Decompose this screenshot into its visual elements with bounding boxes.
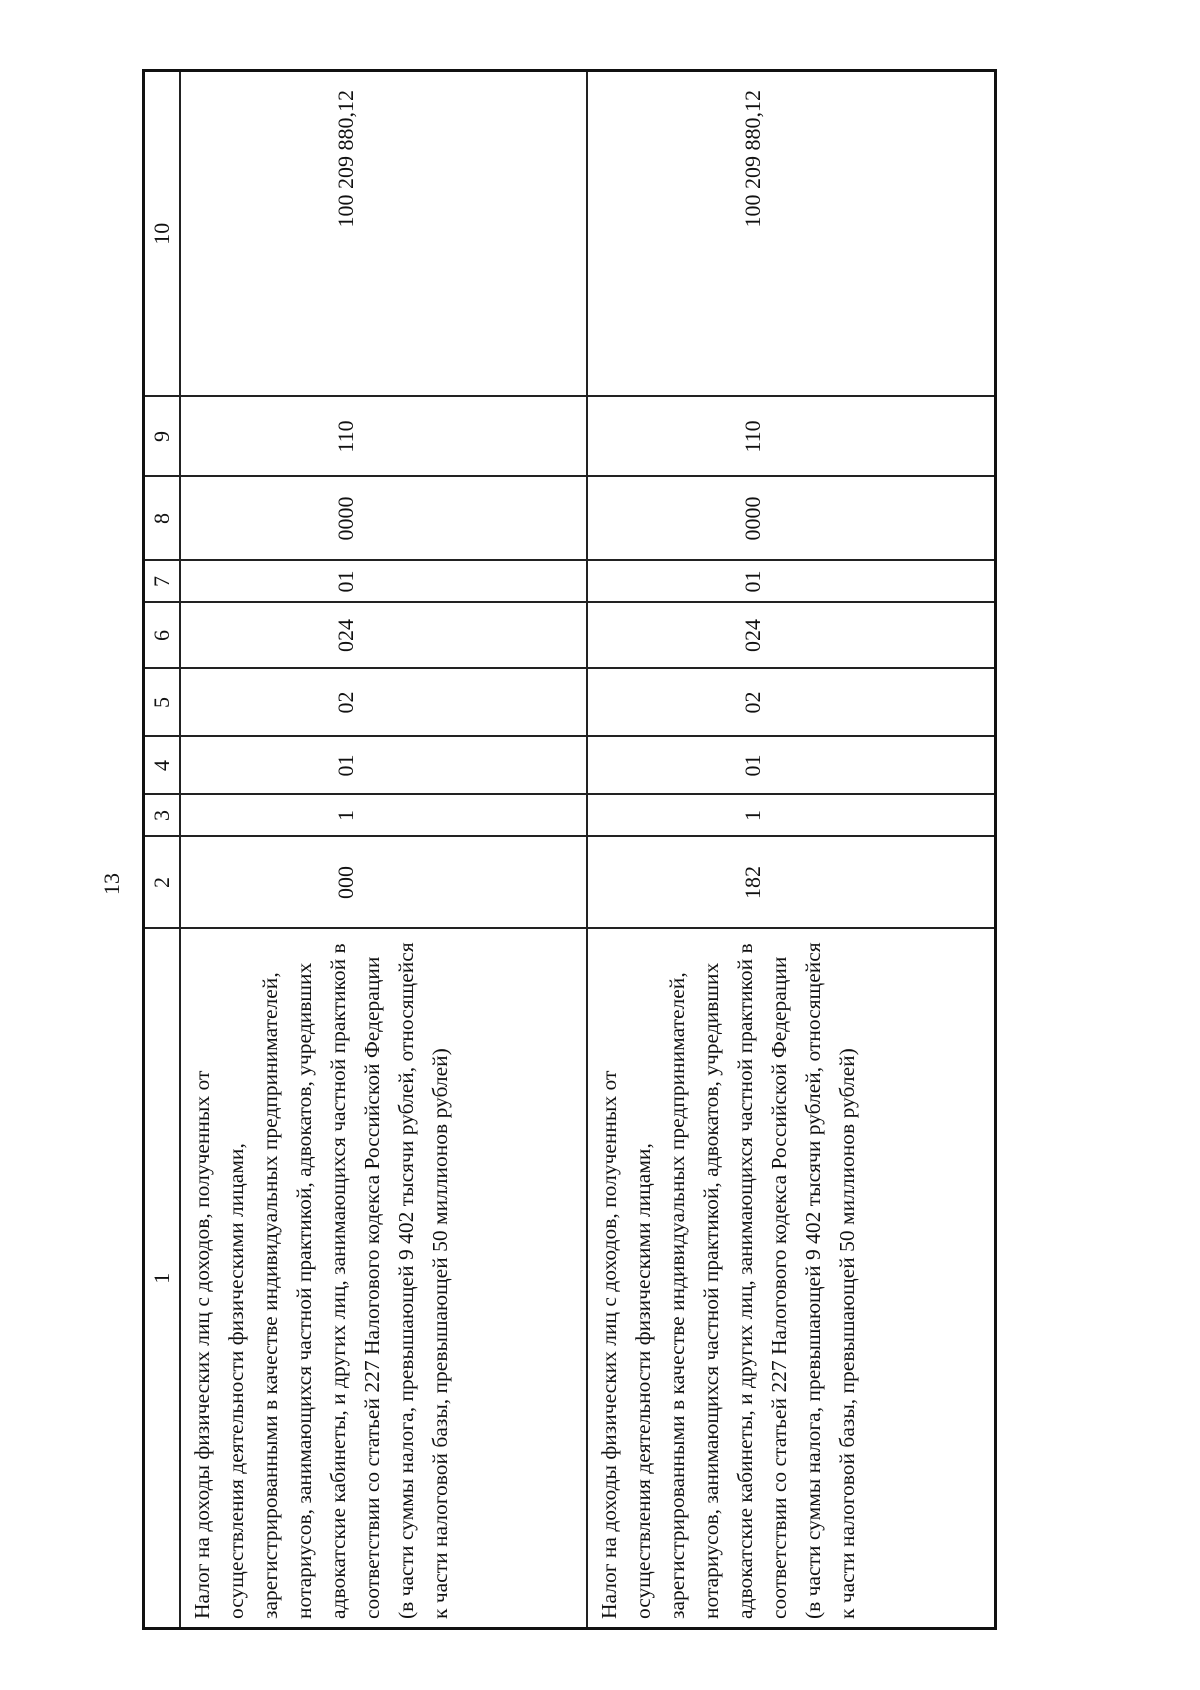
subgroup-code-cell: 01 xyxy=(180,737,587,795)
header-col-7: 7 xyxy=(144,561,181,603)
table-row xyxy=(587,71,995,1629)
header-col-8: 8 xyxy=(144,477,181,561)
table-row xyxy=(180,71,587,1629)
header-col-5: 5 xyxy=(144,669,181,737)
budget-classification-table xyxy=(142,69,997,1630)
subarticle-code-cell: 024 xyxy=(587,603,995,669)
row-description: Налог на доходы физических лиц с доходов, полученных от осуществления деятельности физическими лицами, зарегистрированными в качестве индивидуальных предпринимателей, нотариусов, занимающихся частной практикой, адвокатов, учредивших адвокатские кабинеты, и других лиц, занимающихся частной практикой в соответствии со статьей 227 Налогового кодекса Российской Федерации (в части суммы налога, превышающей 9 402 тысячи рублей, относящейся к части налоговой базы, превышающей 50 миллионов рублей) xyxy=(587,929,995,1629)
amount-cell: 100 209 880,12 xyxy=(587,71,995,397)
program-code-cell: 0000 xyxy=(180,477,587,561)
group-code-cell: 1 xyxy=(180,795,587,837)
element-code-cell: 01 xyxy=(587,561,995,603)
header-col-9: 9 xyxy=(144,397,181,477)
economic-code-cell: 110 xyxy=(587,397,995,477)
subarticle-code-cell: 024 xyxy=(180,603,587,669)
group-code-cell: 1 xyxy=(587,795,995,837)
element-code-cell: 01 xyxy=(180,561,587,603)
table-container xyxy=(142,72,997,1630)
rotated-table-frame xyxy=(142,72,997,1630)
header-col-1: 1 xyxy=(144,929,181,1629)
amount-cell: 100 209 880,12 xyxy=(180,71,587,397)
admin-code-cell: 000 xyxy=(180,837,587,929)
row-description: Налог на доходы физических лиц с доходов, полученных от осуществления деятельности физическими лицами, зарегистрированными в качестве индивидуальных предпринимателей, нотариусов, занимающихся частной практикой, адвокатов, учредивших адвокатские кабинеты, и других лиц, занимающихся частной практикой в соответствии со статьей 227 Налогового кодекса Российской Федерации (в части суммы налога, превышающей 9 402 тысячи рублей, относящейся к части налоговой базы, превышающей 50 миллионов рублей) xyxy=(180,929,587,1629)
header-col-10: 10 xyxy=(144,71,181,397)
admin-code-cell: 182 xyxy=(587,837,995,929)
article-code-cell: 02 xyxy=(180,669,587,737)
header-col-4: 4 xyxy=(144,737,181,795)
subgroup-code-cell: 01 xyxy=(587,737,995,795)
economic-code-cell: 110 xyxy=(180,397,587,477)
page-number: 13 xyxy=(99,873,124,895)
program-code-cell: 0000 xyxy=(587,477,995,561)
header-col-3: 3 xyxy=(144,795,181,837)
article-code-cell: 02 xyxy=(587,669,995,737)
table-header-row xyxy=(144,71,181,1629)
header-col-2: 2 xyxy=(144,837,181,929)
header-col-6: 6 xyxy=(144,603,181,669)
